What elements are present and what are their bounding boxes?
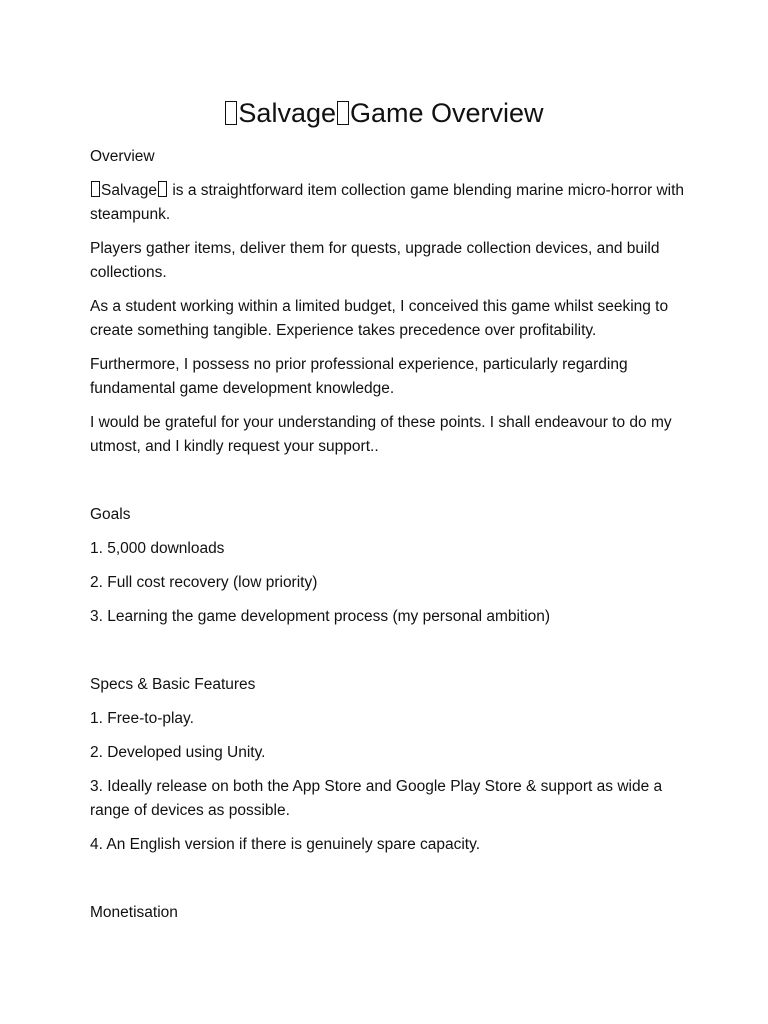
- spec-item: 2. Developed using Unity.: [90, 744, 266, 761]
- goal-item: 1. 5,000 downloads: [90, 540, 225, 557]
- section-heading-specs: Specs & Basic Features: [90, 676, 256, 693]
- spec-item: 4. An English version if there is genuinely spare capacity.: [90, 836, 481, 853]
- section-spacer: [90, 469, 690, 503]
- section-heading-overview: Overview: [90, 148, 155, 165]
- missing-glyph-box: [337, 101, 349, 125]
- document-body: [90, 145, 690, 935]
- spec-item: 1. Free-to-play.: [90, 710, 194, 727]
- title-word-salvage: Salvage: [238, 98, 336, 128]
- missing-glyph-box: [158, 181, 167, 197]
- overview-game-name: Salvage: [101, 182, 158, 199]
- spec-item: 3. Ideally release on both the App Store and Google Play Store & support as wide a range of devices as possible.: [90, 778, 663, 819]
- overview-paragraph-2: Players gather items, deliver them for quests, upgrade collection devices, and build collections.: [90, 240, 660, 281]
- overview-paragraph-1: [90, 179, 690, 227]
- overview-paragraph-5: I would be grateful for your understanding of these points. I shall endeavour to do my utmost, and I kindly request your support..: [90, 414, 672, 455]
- overview-paragraph-3: As a student working within a limited budget, I conceived this game whilst seeking to create something tangible. Experience takes precedence over profitability.: [90, 298, 669, 339]
- document-title: [0, 96, 768, 130]
- title-word-rest: Game Overview: [350, 98, 544, 128]
- missing-glyph-box: [225, 101, 237, 125]
- section-heading-monetisation: Monetisation: [90, 904, 178, 921]
- section-spacer: [90, 639, 690, 673]
- goal-item: 3. Learning the game development process (my personal ambition): [90, 608, 551, 625]
- missing-glyph-box: [91, 181, 100, 197]
- section-heading-goals: Goals: [90, 506, 131, 523]
- section-spacer: [90, 867, 690, 901]
- goal-item: 2. Full cost recovery (low priority): [90, 574, 318, 591]
- overview-paragraph-1-text: is a straightforward item collection game blending marine micro-horror with steampunk.: [90, 182, 685, 223]
- overview-paragraph-4: Furthermore, I possess no prior professional experience, particularly regarding fundamental game development knowledge.: [90, 356, 628, 397]
